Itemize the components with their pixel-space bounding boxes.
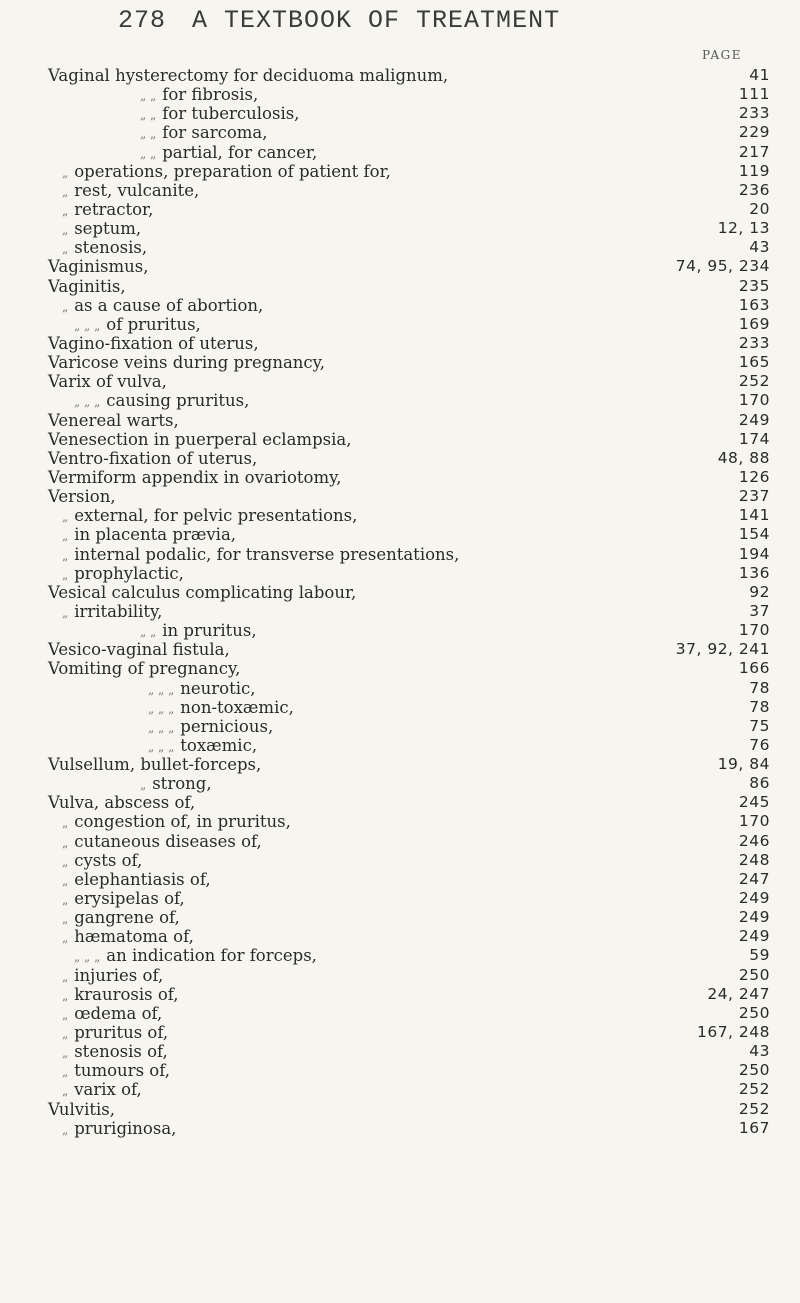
index-entry [0,679,800,698]
index-entry [0,238,800,257]
entry-text-group [62,564,184,585]
entry-text-group [148,679,256,700]
index-entry [0,162,800,181]
ditto-marks: „ [62,1084,69,1099]
entry-text: varix of, [74,1080,142,1100]
page-reference: 41 [749,66,770,84]
index-entry [0,870,800,889]
ditto-marks: „ [62,567,69,582]
entry-text: Vulsellum, bullet-forceps, [48,755,262,775]
index-entry [0,85,800,104]
index-entry [0,449,800,468]
ditto-marks: „ [62,548,69,563]
ditto-marks: „ [62,1027,69,1042]
ditto-marks: „ [62,1122,69,1137]
page-reference: 252 [738,372,770,391]
ditto-marks: „ [62,510,69,525]
entry-text: rest, vulcanite, [74,180,200,200]
entry-text: partial, for cancer, [162,142,318,162]
ditto-marks: „ „ [140,146,157,161]
page-reference: 170 [738,621,770,640]
index-entries [0,66,800,1138]
ditto-marks: „ „ „ [148,720,175,735]
ditto-marks: „ [62,988,69,1003]
index-entry [0,908,800,927]
ditto-marks: „ [62,873,69,888]
entry-text-group [62,200,153,221]
ditto-marks: „ „ „ [148,682,175,697]
entry-text-group [74,315,201,336]
entry-text-group [48,411,179,430]
page-reference: 163 [738,295,770,314]
entry-text-group [62,181,199,202]
page-reference: 141 [738,506,770,525]
index-entry [0,927,800,946]
ditto-marks: „ [62,184,69,199]
running-header [118,6,560,35]
page-reference: 233 [738,333,770,352]
entry-text-group [62,908,180,929]
entry-text: septum, [74,219,142,239]
entry-text-group [62,889,185,910]
entry-text: Venereal warts, [48,410,179,430]
entry-text-group [48,1100,115,1119]
entry-text: operations, preparation of patient for, [74,161,391,181]
index-entry [0,411,800,430]
entry-text: strong, [152,774,212,794]
ditto-marks: „ „ [140,625,157,640]
index-entry [0,832,800,851]
ditto-marks: „ [62,835,69,850]
page-reference: 167 [738,1118,770,1137]
entry-text: for fibrosis, [162,85,259,105]
entry-text-group [48,583,356,602]
entry-text-group [140,123,268,144]
ditto-marks: „ „ „ [74,395,101,410]
entry-text: of pruritus, [106,314,201,334]
page-reference: 12, 13 [717,219,770,238]
index-entry [0,1042,800,1061]
entry-text: internal podalic, for transverse presentations, [74,544,460,564]
entry-text-group [62,927,194,948]
ditto-marks: „ „ „ [74,950,101,965]
index-entry [0,736,800,755]
index-entry [0,755,800,774]
page-reference: 169 [738,314,770,333]
ditto-marks: „ „ [140,89,157,104]
ditto-marks: „ „ „ [74,318,101,333]
index-entry [0,812,800,831]
entry-text-group [48,277,126,296]
page-reference: 119 [738,161,770,180]
entry-text: pruritus of, [74,1023,169,1043]
index-entry [0,1023,800,1042]
page-reference: 75 [749,716,770,735]
index-entry [0,659,800,678]
entry-text: Venesection in puerperal eclampsia, [48,429,352,449]
entry-text: Varix of vulva, [48,372,167,392]
index-entry [0,698,800,717]
page-reference: 247 [738,869,770,888]
entry-text-group [62,219,141,240]
index-entry [0,946,800,965]
page-reference: 246 [738,831,770,850]
entry-text: Vermiform appendix in ovariotomy, [48,467,342,487]
page-reference: 174 [738,429,770,448]
entry-text: stenosis, [74,238,148,258]
entry-text-group [48,430,351,449]
entry-text-group [140,774,212,795]
entry-text-group [48,487,116,506]
entry-text: pruriginosa, [74,1118,177,1138]
entry-text: Vaginitis, [48,276,126,296]
entry-text: Vesical calculus complicating labour, [48,582,357,602]
entry-text-group [140,104,299,125]
page-reference: 92 [749,582,770,601]
entry-text: pernicious, [180,716,274,736]
page-reference: 245 [738,793,770,812]
entry-text: kraurosis of, [74,984,179,1004]
entry-text: Vulvitis, [48,1099,115,1119]
page-reference: 37 [749,601,770,620]
entry-text: tumours of, [74,1061,170,1081]
entry-text-group [48,353,325,372]
index-entry [0,104,800,123]
index-entry [0,181,800,200]
page-reference: 249 [738,927,770,946]
entry-text: cutaneous diseases of, [74,831,262,851]
index-entry [0,1061,800,1080]
entry-text-group [48,334,259,353]
page-reference: 167, 248 [696,1023,770,1042]
entry-text-group [48,659,240,678]
page-reference: 252 [738,1099,770,1118]
entry-text-group [62,1119,176,1140]
entry-text: erysipelas of, [74,889,185,909]
index-entry [0,602,800,621]
index-entry [0,277,800,296]
page-reference: 250 [738,1003,770,1022]
page-reference: 166 [738,659,770,678]
ditto-marks: „ [140,778,147,793]
page-reference: 217 [738,142,770,161]
index-entry [0,583,800,602]
entry-text: for tuberculosis, [162,104,300,124]
entry-text-group [48,793,195,812]
entry-text: Ventro-fixation of uterus, [48,448,258,468]
page-reference: 74, 95, 234 [675,257,770,276]
entry-text: cysts of, [74,850,143,870]
index-entry [0,851,800,870]
entry-text-group [48,640,230,659]
entry-text-group [48,468,341,487]
entry-text-group [62,1061,170,1082]
entry-text-group [62,296,263,317]
entry-text-group [62,870,211,891]
page-reference: 24, 247 [707,984,770,1003]
entry-text-group [62,525,236,546]
ditto-marks: „ [62,912,69,927]
entry-text: stenosis of, [74,1042,168,1062]
entry-text-group [62,162,391,183]
ditto-marks: „ [62,1065,69,1080]
index-entry [0,774,800,793]
entry-text: elephantiasis of, [74,869,211,889]
ditto-marks: „ [62,816,69,831]
entry-text: Vaginal hysterectomy for deciduoma malignum, [48,66,449,85]
page-reference: 20 [749,199,770,218]
entry-text: external, for pelvic presentations, [74,506,358,526]
index-entry [0,143,800,162]
entry-text: prophylactic, [74,563,184,583]
index-entry [0,430,800,449]
index-entry [0,717,800,736]
ditto-marks: „ [62,854,69,869]
entry-text-group [62,238,147,259]
index-entry [0,372,800,391]
page-reference: 48, 88 [717,448,770,467]
entry-text-group [48,755,261,774]
page-reference: 250 [738,965,770,984]
entry-text: toxæmic, [180,735,258,755]
entry-text: congestion of, in pruritus, [74,812,291,832]
entry-text: neurotic, [180,678,256,698]
ditto-marks: „ [62,223,69,238]
entry-text: Vaginismus, [48,257,149,277]
entry-text-group [148,698,294,719]
page-reference: 78 [749,678,770,697]
entry-text-group [48,66,448,85]
entry-text: retractor, [74,199,154,219]
page-reference: 76 [749,735,770,754]
index-entry [0,487,800,506]
page-reference: 249 [738,410,770,429]
entry-text: irritability, [74,601,163,621]
entry-text-group [62,545,459,566]
page-column-heading: PAGE [702,48,742,62]
entry-text: Version, [48,487,116,507]
page-reference: 252 [738,1080,770,1099]
page-reference: 249 [738,889,770,908]
page-reference: 237 [738,487,770,506]
entry-text-group [48,372,167,391]
index-entry [0,219,800,238]
page-reference: 170 [738,812,770,831]
index-entry [0,525,800,544]
entry-text-group [48,449,257,468]
entry-text: in pruritus, [162,621,257,641]
ditto-marks: „ [62,299,69,314]
ditto-marks: „ „ [140,127,157,142]
entry-text-group [62,1042,168,1063]
entry-text: œdema of, [74,1003,163,1023]
entry-text-group [48,257,148,276]
entry-text: as a cause of abortion, [74,295,264,315]
entry-text: causing pruritus, [106,391,250,411]
entry-text-group [140,85,258,106]
page-reference: 59 [749,946,770,965]
entry-text-group [62,851,142,872]
ditto-marks: „ [62,529,69,544]
page-reference: 19, 84 [717,755,770,774]
index-entry [0,545,800,564]
ditto-marks: „ „ „ [148,701,175,716]
index-entry [0,640,800,659]
entry-text-group [62,832,262,853]
ditto-marks: „ „ „ [148,739,175,754]
entry-text: an indication for forceps, [106,946,317,966]
index-entry [0,1080,800,1099]
index-entry [0,296,800,315]
index-entry [0,1004,800,1023]
page-reference: 249 [738,908,770,927]
page-reference: 43 [749,238,770,257]
index-entry [0,257,800,276]
entry-text: hæmatoma of, [74,927,194,947]
entry-text: Varicose veins during pregnancy, [48,353,326,373]
entry-text-group [62,966,163,987]
entry-text-group [148,717,273,738]
entry-text: non-toxæmic, [180,697,294,717]
entry-text-group [74,391,249,412]
entry-text-group [140,621,257,642]
ditto-marks: „ [62,165,69,180]
index-entry [0,985,800,1004]
entry-text-group [148,736,257,757]
page-reference: 250 [738,1061,770,1080]
page-reference: 233 [738,104,770,123]
page-reference: 111 [738,85,770,104]
index-entry [0,793,800,812]
page-reference: 170 [738,391,770,410]
ditto-marks: „ [62,203,69,218]
page-reference: 136 [738,563,770,582]
page-reference: 229 [738,123,770,142]
ditto-marks: „ [62,1046,69,1061]
page-reference: 236 [738,180,770,199]
entry-text: Vesico-vaginal fistula, [48,640,230,660]
index-entry [0,564,800,583]
entry-text-group [62,506,357,527]
page-number: 278 [118,6,167,35]
page-reference: 43 [749,1042,770,1061]
book-title: A TEXTBOOK OF TREATMENT [192,6,561,35]
index-entry [0,391,800,410]
ditto-marks: „ [62,969,69,984]
index-entry [0,506,800,525]
page-reference: 126 [738,467,770,486]
ditto-marks: „ [62,893,69,908]
index-entry [0,66,800,85]
index-entry [0,353,800,372]
entry-text: gangrene of, [74,908,180,928]
index-entry [0,1100,800,1119]
entry-text-group [74,946,317,967]
entry-text-group [140,143,317,164]
entry-text: injuries of, [74,965,164,985]
entry-text-group [62,1023,168,1044]
entry-text: for sarcoma, [162,123,268,143]
index-entry [0,1119,800,1138]
entry-text: Vagino-fixation of uterus, [48,333,259,353]
entry-text: in placenta prævia, [74,525,237,545]
page-reference: 37, 92, 241 [675,640,770,659]
page-reference: 248 [738,850,770,869]
ditto-marks: „ [62,605,69,620]
page-reference: 78 [749,697,770,716]
entry-text-group [62,985,179,1006]
ditto-marks: „ [62,1007,69,1022]
entry-text-group [62,1004,162,1025]
entry-text: Vomiting of pregnancy, [48,659,241,679]
index-entry [0,315,800,334]
ditto-marks: „ [62,931,69,946]
index-entry [0,468,800,487]
index-entry [0,334,800,353]
page-reference: 194 [738,544,770,563]
ditto-marks: „ „ [140,108,157,123]
entry-text-group [62,812,291,833]
ditto-marks: „ [62,242,69,257]
index-entry [0,621,800,640]
page-reference: 235 [738,276,770,295]
page-reference: 86 [749,774,770,793]
entry-text-group [62,1080,142,1101]
index-entry [0,123,800,142]
index-entry [0,889,800,908]
index-entry [0,200,800,219]
page-reference: 154 [738,525,770,544]
entry-text: Vulva, abscess of, [48,793,196,813]
index-entry [0,966,800,985]
page-reference: 165 [738,353,770,372]
entry-text-group [62,602,162,623]
